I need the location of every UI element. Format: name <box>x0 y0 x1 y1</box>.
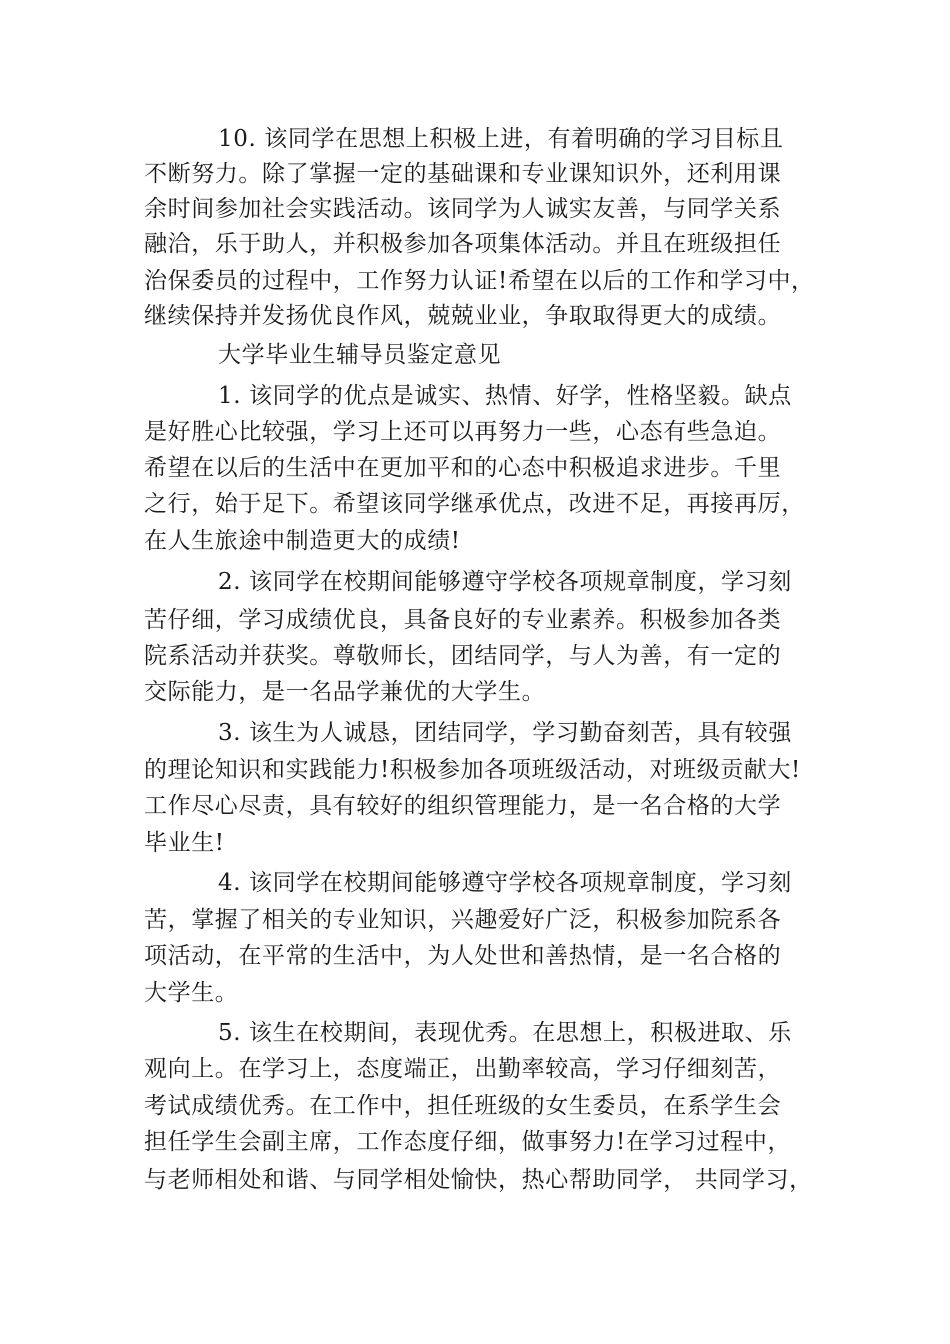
text-line: 大学生。 <box>144 980 239 1006</box>
text-line: 3. 该生为人诚恳，团结同学，学习勤奋刻苦，具有较强 <box>218 720 792 746</box>
text-line: 在人生旅途中制造更大的成绩! <box>144 528 461 554</box>
text-line: 治保委员的过程中，工作努力认证!希望在以后的工作和学习中， <box>144 268 815 294</box>
text-line: 10. 该同学在思想上积极上进，有着明确的学习目标且 <box>218 126 784 152</box>
text-line: 继续保持并发扬优良作风，兢兢业业，争取取得更大的成绩。 <box>144 303 782 329</box>
text-line: 担任学生会副主席，工作态度仔细，做事努力!在学习过程中， <box>144 1129 792 1155</box>
text-line: 苦，掌握了相关的专业知识，兴趣爱好广泛，积极参加院系各 <box>144 907 782 933</box>
text-line: 不断努力。除了掌握一定的基础课和专业课知识外，还利用课 <box>144 161 782 187</box>
text-line: 交际能力，是一名品学兼优的大学生。 <box>144 679 546 705</box>
text-line: 是好胜心比较强，学习上还可以再努力一些，心态有些急迫。 <box>144 419 782 445</box>
section-heading: 大学毕业生辅导员鉴定意见 <box>218 342 502 368</box>
text-line: 院系活动并获奖。尊敬师长，团结同学，与人为善，有一定的 <box>144 643 782 669</box>
text-line: 项活动，在平常的生活中，为人处世和善热情，是一名合格的 <box>144 943 782 969</box>
text-line: 希望在以后的生活中在更加平和的心态中积极追求进步。千里 <box>144 455 782 481</box>
text-line: 工作尽心尽责，具有较好的组织管理能力，是一名合格的大学 <box>144 793 782 819</box>
text-line: 融洽，乐于助人，并积极参加各项集体活动。并且在班级担任 <box>144 231 782 257</box>
text-line: 余时间参加社会实践活动。该同学为人诚实友善，与同学关系 <box>144 196 782 222</box>
text-line: 的理论知识和实践能力!积极参加各项班级活动，对班级贡献大! <box>144 757 801 783</box>
text-line: 毕业生! <box>144 830 225 856</box>
text-line: 1. 该同学的优点是诚实、热情、好学，性格坚毅。缺点 <box>218 383 792 409</box>
text-line: 之行，始于足下。希望该同学继承优点，改进不足，再接再厉， <box>144 491 805 517</box>
text-line: 苦仔细，学习成绩优良，具备良好的专业素养。积极参加各类 <box>144 607 782 633</box>
text-line: 与老师相处和谐、与同学相处愉快，热心帮助同学， 共同学习， <box>144 1167 813 1193</box>
text-line: 考试成绩优秀。在工作中，担任班级的女生委员，在系学生会 <box>144 1093 782 1119</box>
text-line: 4. 该同学在校期间能够遵守学校各项规章制度，学习刻 <box>218 870 792 896</box>
text-line: 5. 该生在校期间，表现优秀。在思想上，积极进取、乐 <box>218 1020 792 1046</box>
text-line: 观向上。在学习上，态度端正，出勤率较高，学习仔细刻苦， <box>144 1056 782 1082</box>
text-line: 2. 该同学在校期间能够遵守学校各项规章制度，学习刻 <box>218 569 792 595</box>
